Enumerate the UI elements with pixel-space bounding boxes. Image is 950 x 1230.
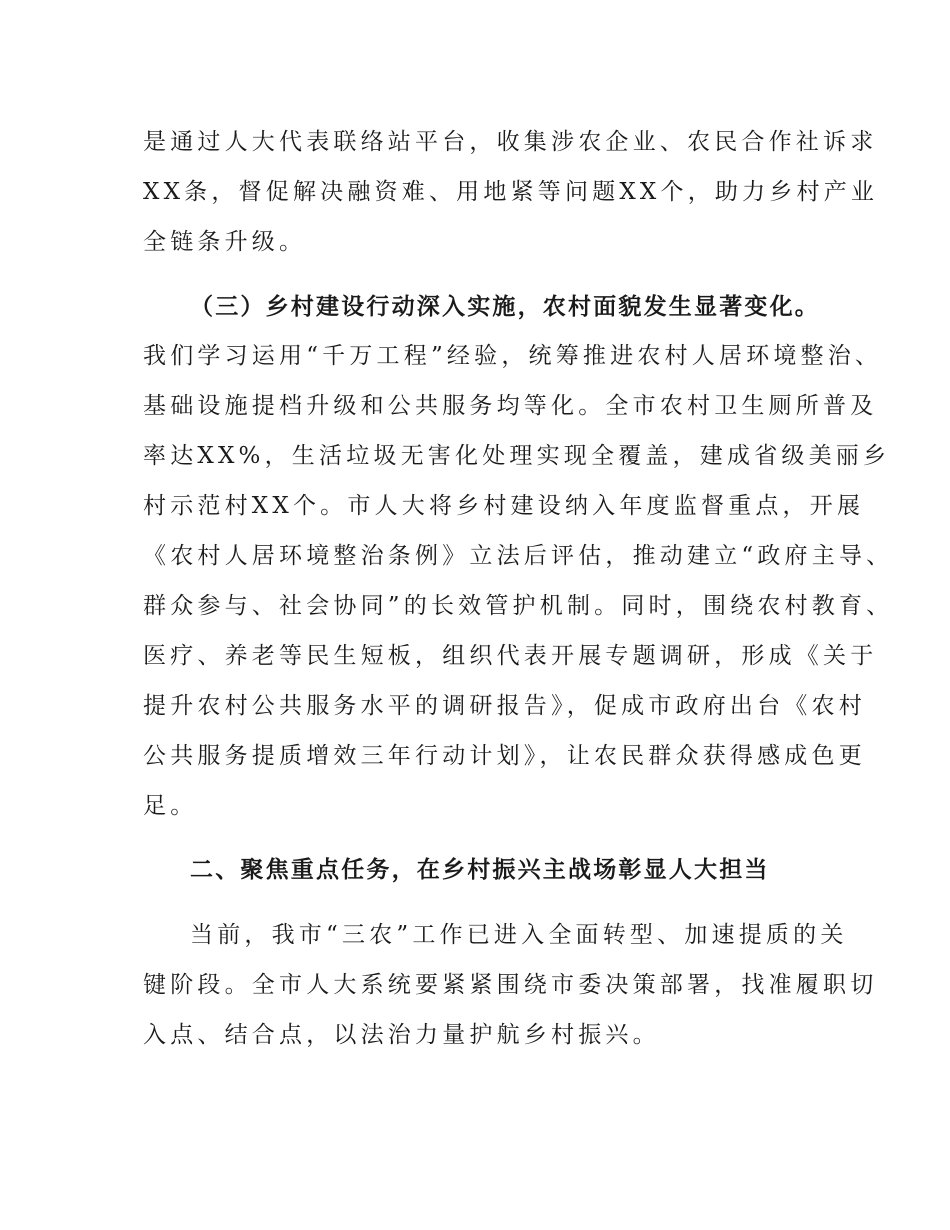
body-text-line: 基础设施提档升级和公共服务均等化。全市农村卫生厕所普及 xyxy=(143,393,878,419)
body-text-line: 足。 xyxy=(143,793,198,819)
body-text-line: 是通过人大代表联络站平台，收集涉农企业、农民合作社诉求 xyxy=(143,129,878,155)
body-text-line: 公共服务提质增效三年行动计划》，让农民群众获得感成色更 xyxy=(143,743,866,769)
body-text-line: XX条，督促解决融资难、用地紧等问题XX个，助力乡村产业 xyxy=(143,179,879,205)
body-text-line: 提升农村公共服务水平的调研报告》，促成市政府出台《农村 xyxy=(143,693,866,719)
body-text-line: 我们学习运用“千万工程”经验，统筹推进农村人居环境整治、 xyxy=(143,343,883,369)
section-heading: （三）乡村建设行动深入实施，农村面貌发生显著变化。 xyxy=(190,294,820,320)
body-text-line: 当前，我市“三农”工作已进入全面转型、加速提质的关 xyxy=(190,922,848,948)
body-text-line: 全链条升级。 xyxy=(143,229,307,255)
body-text-line: 率达XX%，生活垃圾无害化处理实现全覆盖，建成省级美丽乡 xyxy=(143,443,891,469)
body-text-line: 《农村人居环境整治条例》立法后评估，推动建立“政府主导、 xyxy=(143,543,894,569)
body-text-line: 入点、结合点，以法治力量护航乡村振兴。 xyxy=(143,1022,660,1048)
body-text-line: 村示范村XX个。市人大将乡村建设纳入年度监督重点，开展 xyxy=(143,493,865,519)
body-text-line: 键阶段。全市人大系统要紧紧围绕市委决策部署，找准履职切 xyxy=(143,972,878,998)
body-text-line: 群众参与、社会协同”的长效管护机制。同时，围绕农村教育、 xyxy=(143,593,894,619)
chapter-heading: 二、聚焦重点任务，在乡村振兴主战场彰显人大担当 xyxy=(190,857,770,883)
body-text-line: 医疗、养老等民生短板，组织代表开展专题调研，形成《关于 xyxy=(143,643,878,669)
